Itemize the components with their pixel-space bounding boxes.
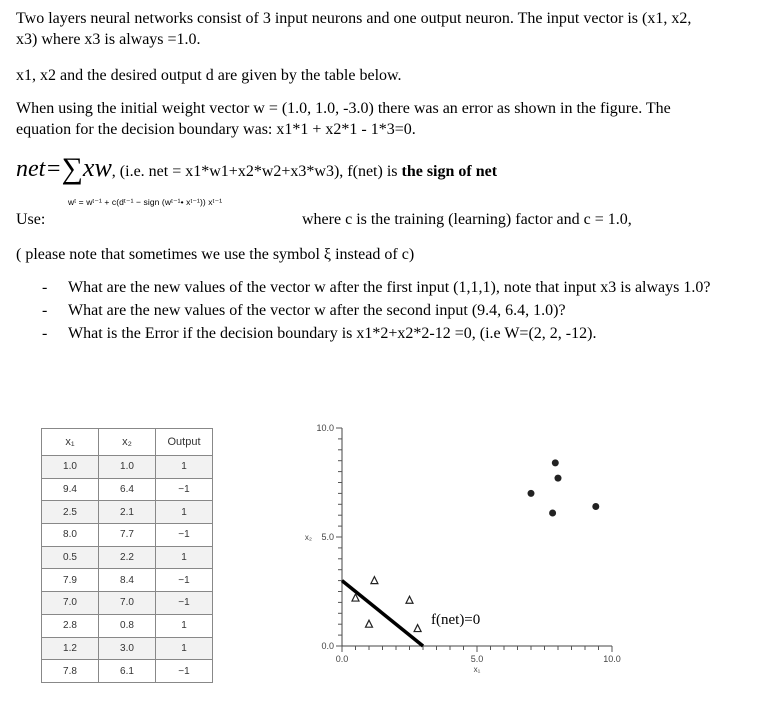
boundary-label: f(net)=0 <box>431 612 481 628</box>
table-row <box>42 614 213 637</box>
initial-weight-paragraph: When using the initial weight vector w = (1.0, 1.0, -3.0) there was an error as shown in the figure. The equation for the decision boundary was: x1*1 + x2*1 - 1*3=0. <box>16 100 671 138</box>
y-tick-label: 0.0 <box>321 641 334 651</box>
cell-output: −1 <box>156 569 213 592</box>
header-x1: x₁ <box>42 429 99 456</box>
cell-output: 1 <box>156 637 213 660</box>
circle-point <box>549 510 556 517</box>
data-table <box>41 428 213 683</box>
y-tick-label: 10.0 <box>316 423 334 433</box>
xw-symbol: xw <box>82 153 112 182</box>
cell-x1: 7.0 <box>42 592 99 615</box>
cell-x1: 8.0 <box>42 524 99 547</box>
triangle-point <box>406 596 413 603</box>
table-row <box>42 478 213 501</box>
cell-x2: 8.4 <box>99 569 156 592</box>
circle-point <box>592 503 599 510</box>
cell-x2: 6.4 <box>99 478 156 501</box>
cell-x1: 7.8 <box>42 660 99 683</box>
update-rule-formula: wᵗ = wᵗ⁻¹ + c(dᵗ⁻¹ − sign (wᵗ⁻¹• xᵗ⁻¹)) xᵗ⁻¹ <box>68 197 223 207</box>
header-x2: x₂ <box>99 429 156 456</box>
triangle-point <box>414 625 421 632</box>
cell-x2: 2.1 <box>99 501 156 524</box>
table-row <box>42 501 213 524</box>
table-row <box>42 592 213 615</box>
cell-x1: 1.2 <box>42 637 99 660</box>
cell-x1: 2.5 <box>42 501 99 524</box>
table-row <box>42 660 213 683</box>
table-header-row <box>42 429 213 456</box>
cell-output: −1 <box>156 592 213 615</box>
table-row <box>42 524 213 547</box>
cell-output: −1 <box>156 524 213 547</box>
y-axis-label: x₂ <box>304 533 312 542</box>
table-row <box>42 456 213 479</box>
sign-of-net: the sign of net <box>401 163 498 180</box>
cell-x2: 3.0 <box>99 637 156 660</box>
x-tick-label: 5.0 <box>470 654 484 664</box>
cell-x1: 7.9 <box>42 569 99 592</box>
net-formula-line <box>16 150 497 184</box>
cell-x2: 1.0 <box>99 456 156 479</box>
learning-factor-text: where c is the training (learning) factor and c = 1.0, <box>302 211 632 228</box>
decision-boundary-line <box>342 581 423 646</box>
circle-point <box>555 475 562 482</box>
table-description: x1, x2 and the desired output d are given by the table below. <box>16 67 402 84</box>
scatter-chart <box>300 410 640 690</box>
cell-x1: 1.0 <box>42 456 99 479</box>
net-label: net= <box>16 156 62 182</box>
question-1: - What are the new values of the vector w after the first input (1,1,1), note that input x3 is always 1.0? <box>16 277 716 298</box>
cell-x2: 7.7 <box>99 524 156 547</box>
cell-output: −1 <box>156 478 213 501</box>
triangle-point <box>366 620 373 627</box>
cell-output: 1 <box>156 501 213 524</box>
x-tick-label: 0.0 <box>335 654 349 664</box>
cell-output: 1 <box>156 546 213 569</box>
note-paragraph: ( please note that sometimes we use the symbol ξ instead of c) <box>16 246 415 263</box>
cell-x2: 0.8 <box>99 614 156 637</box>
table-row <box>42 546 213 569</box>
triangle-point <box>371 577 378 584</box>
table-row <box>42 569 213 592</box>
cell-x1: 9.4 <box>42 478 99 501</box>
circle-point <box>528 490 535 497</box>
header-output: Output <box>156 429 213 456</box>
y-tick-label: 5.0 <box>321 532 334 542</box>
question-3: - What is the Error if the decision boundary is x1*2+x2*2-12 =0, (i.e W=(2, 2, -12). <box>16 323 716 344</box>
sigma-symbol: ∑ <box>61 152 83 185</box>
x-axis-label: x₁ <box>473 665 481 674</box>
net-explanation: (i.e. net = x1*w1+x2*w2+x3*w3), f(net) is <box>115 163 402 180</box>
circle-point <box>552 459 559 466</box>
cell-x1: 2.8 <box>42 614 99 637</box>
x-tick-label: 10.0 <box>603 654 621 664</box>
use-label: Use: <box>16 211 46 228</box>
cell-x2: 6.1 <box>99 660 156 683</box>
table-row <box>42 637 213 660</box>
cell-x1: 0.5 <box>42 546 99 569</box>
intro-paragraph: Two layers neural networks consist of 3 input neurons and one output neuron. The input vector is (x1, x2, x3) where x3 is always =1.0. <box>16 10 692 48</box>
cell-output: 1 <box>156 614 213 637</box>
cell-output: −1 <box>156 660 213 683</box>
question-2: - What are the new values of the vector w after the second input (9.4, 6.4, 1.0)? <box>16 300 716 321</box>
net-comma: , <box>111 163 116 180</box>
cell-x2: 7.0 <box>99 592 156 615</box>
cell-x2: 2.2 <box>99 546 156 569</box>
question-list <box>16 277 716 346</box>
cell-output: 1 <box>156 456 213 479</box>
